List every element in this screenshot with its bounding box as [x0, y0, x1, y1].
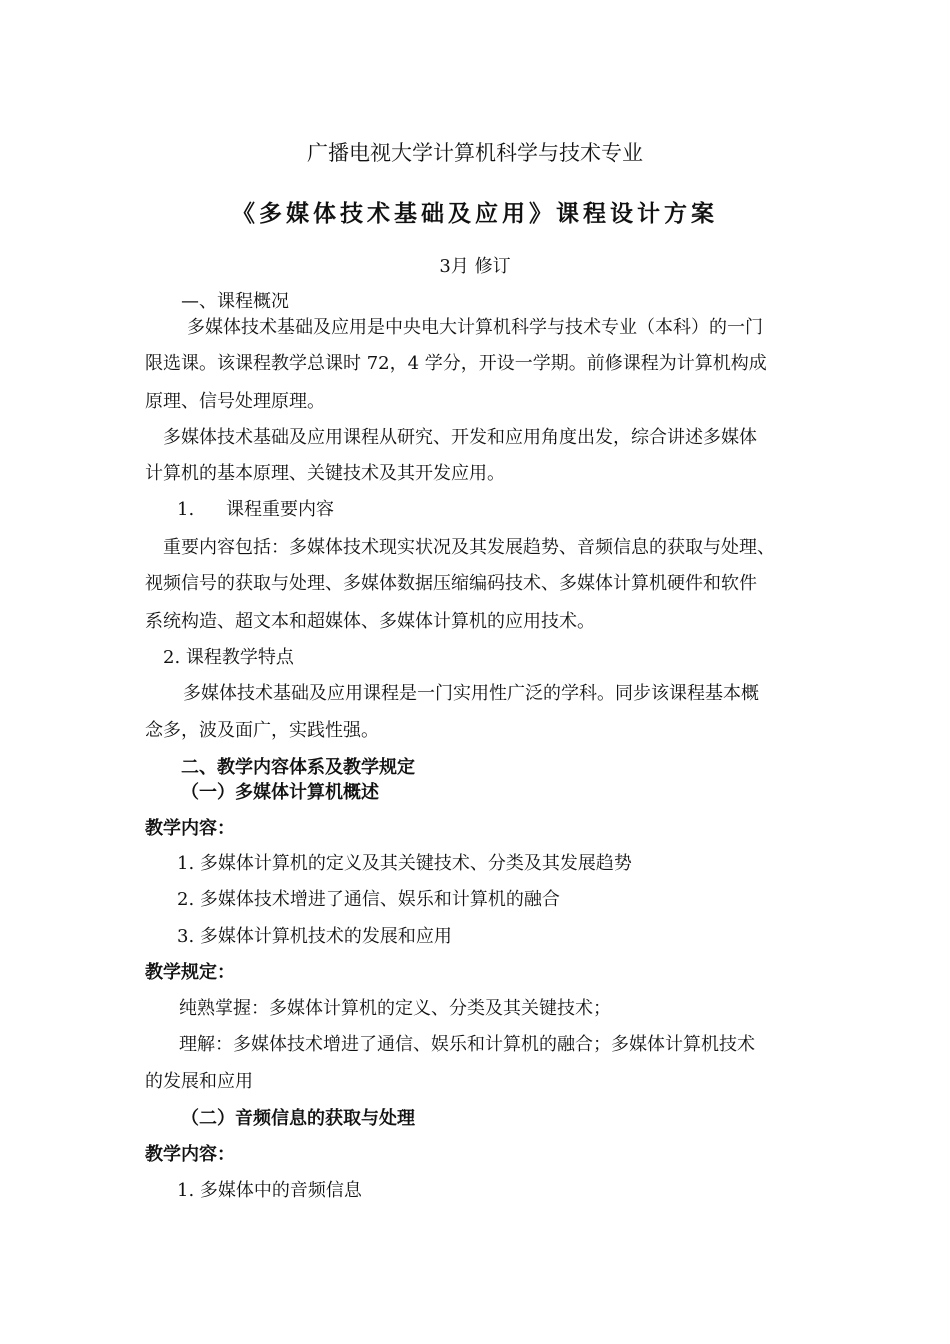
- subsection-heading: （一）多媒体计算机概述: [181, 782, 379, 803]
- list-item: 2. 多媒体技术增进了通信、娱乐和计算机的融合: [177, 889, 560, 910]
- paragraph-line: 多媒体技术基础及应用课程是一门实用性广泛的学科。同步该课程基本概: [183, 683, 759, 704]
- paragraph-line: 的发展和应用: [145, 1071, 253, 1092]
- paragraph-line: 计算机的基本原理、关键技术及其开发应用。: [145, 463, 505, 484]
- section1-heading: —、课程概况: [181, 291, 289, 312]
- list-item: 1. 多媒体中的音频信息: [177, 1180, 362, 1201]
- paragraph-line: 念多，波及面广，实践性强。: [145, 720, 379, 741]
- requirements-label: 教学规定：: [145, 962, 235, 983]
- revision-note: 3月 修订: [439, 256, 511, 277]
- paragraph-line: 多媒体技术基础及应用是中央电大计算机科学与技术专业（本科）的一门: [187, 317, 763, 338]
- subsection-heading: （二）音频信息的获取与处理: [181, 1108, 415, 1129]
- content-label: 教学内容：: [145, 818, 235, 839]
- list-item: 1. 多媒体计算机的定义及其关键技术、分类及其发展趋势: [177, 853, 632, 874]
- course-title: 《多媒体技术基础及应用》课程设计方案: [232, 200, 718, 227]
- paragraph-line: 理解：多媒体技术增进了通信、娱乐和计算机的融合；多媒体计算机技术: [179, 1034, 755, 1055]
- paragraph-line: 系统构造、超文本和超媒体、多媒体计算机的应用技术。: [145, 611, 595, 632]
- section2-heading: 二、教学内容体系及教学规定: [181, 757, 415, 778]
- list-item: 3. 多媒体计算机技术的发展和应用: [177, 926, 452, 947]
- subsection-label: 2. 课程教学特点: [163, 647, 294, 668]
- paragraph-line: 限选课。该课程教学总课时 72，4 学分，开设一学期。前修课程为计算机构成: [145, 353, 767, 374]
- subsection-label: 课程重要内容: [226, 499, 334, 520]
- list-number: 1.: [177, 499, 195, 520]
- paragraph-line: 原理、信号处理原理。: [145, 391, 325, 412]
- paragraph-line: 重要内容包括：多媒体技术现实状况及其发展趋势、音频信息的获取与处理、: [163, 537, 775, 558]
- paragraph-line: 纯熟掌握：多媒体计算机的定义、分类及其关键技术；: [179, 998, 611, 1019]
- university-line: 广播电视大学计算机科学与技术专业: [307, 141, 643, 165]
- paragraph-line: 多媒体技术基础及应用课程从研究、开发和应用角度出发，综合讲述多媒体: [163, 427, 757, 448]
- content-label: 教学内容：: [145, 1144, 235, 1165]
- paragraph-line: 视频信号的获取与处理、多媒体数据压缩编码技术、多媒体计算机硬件和软件: [145, 573, 757, 594]
